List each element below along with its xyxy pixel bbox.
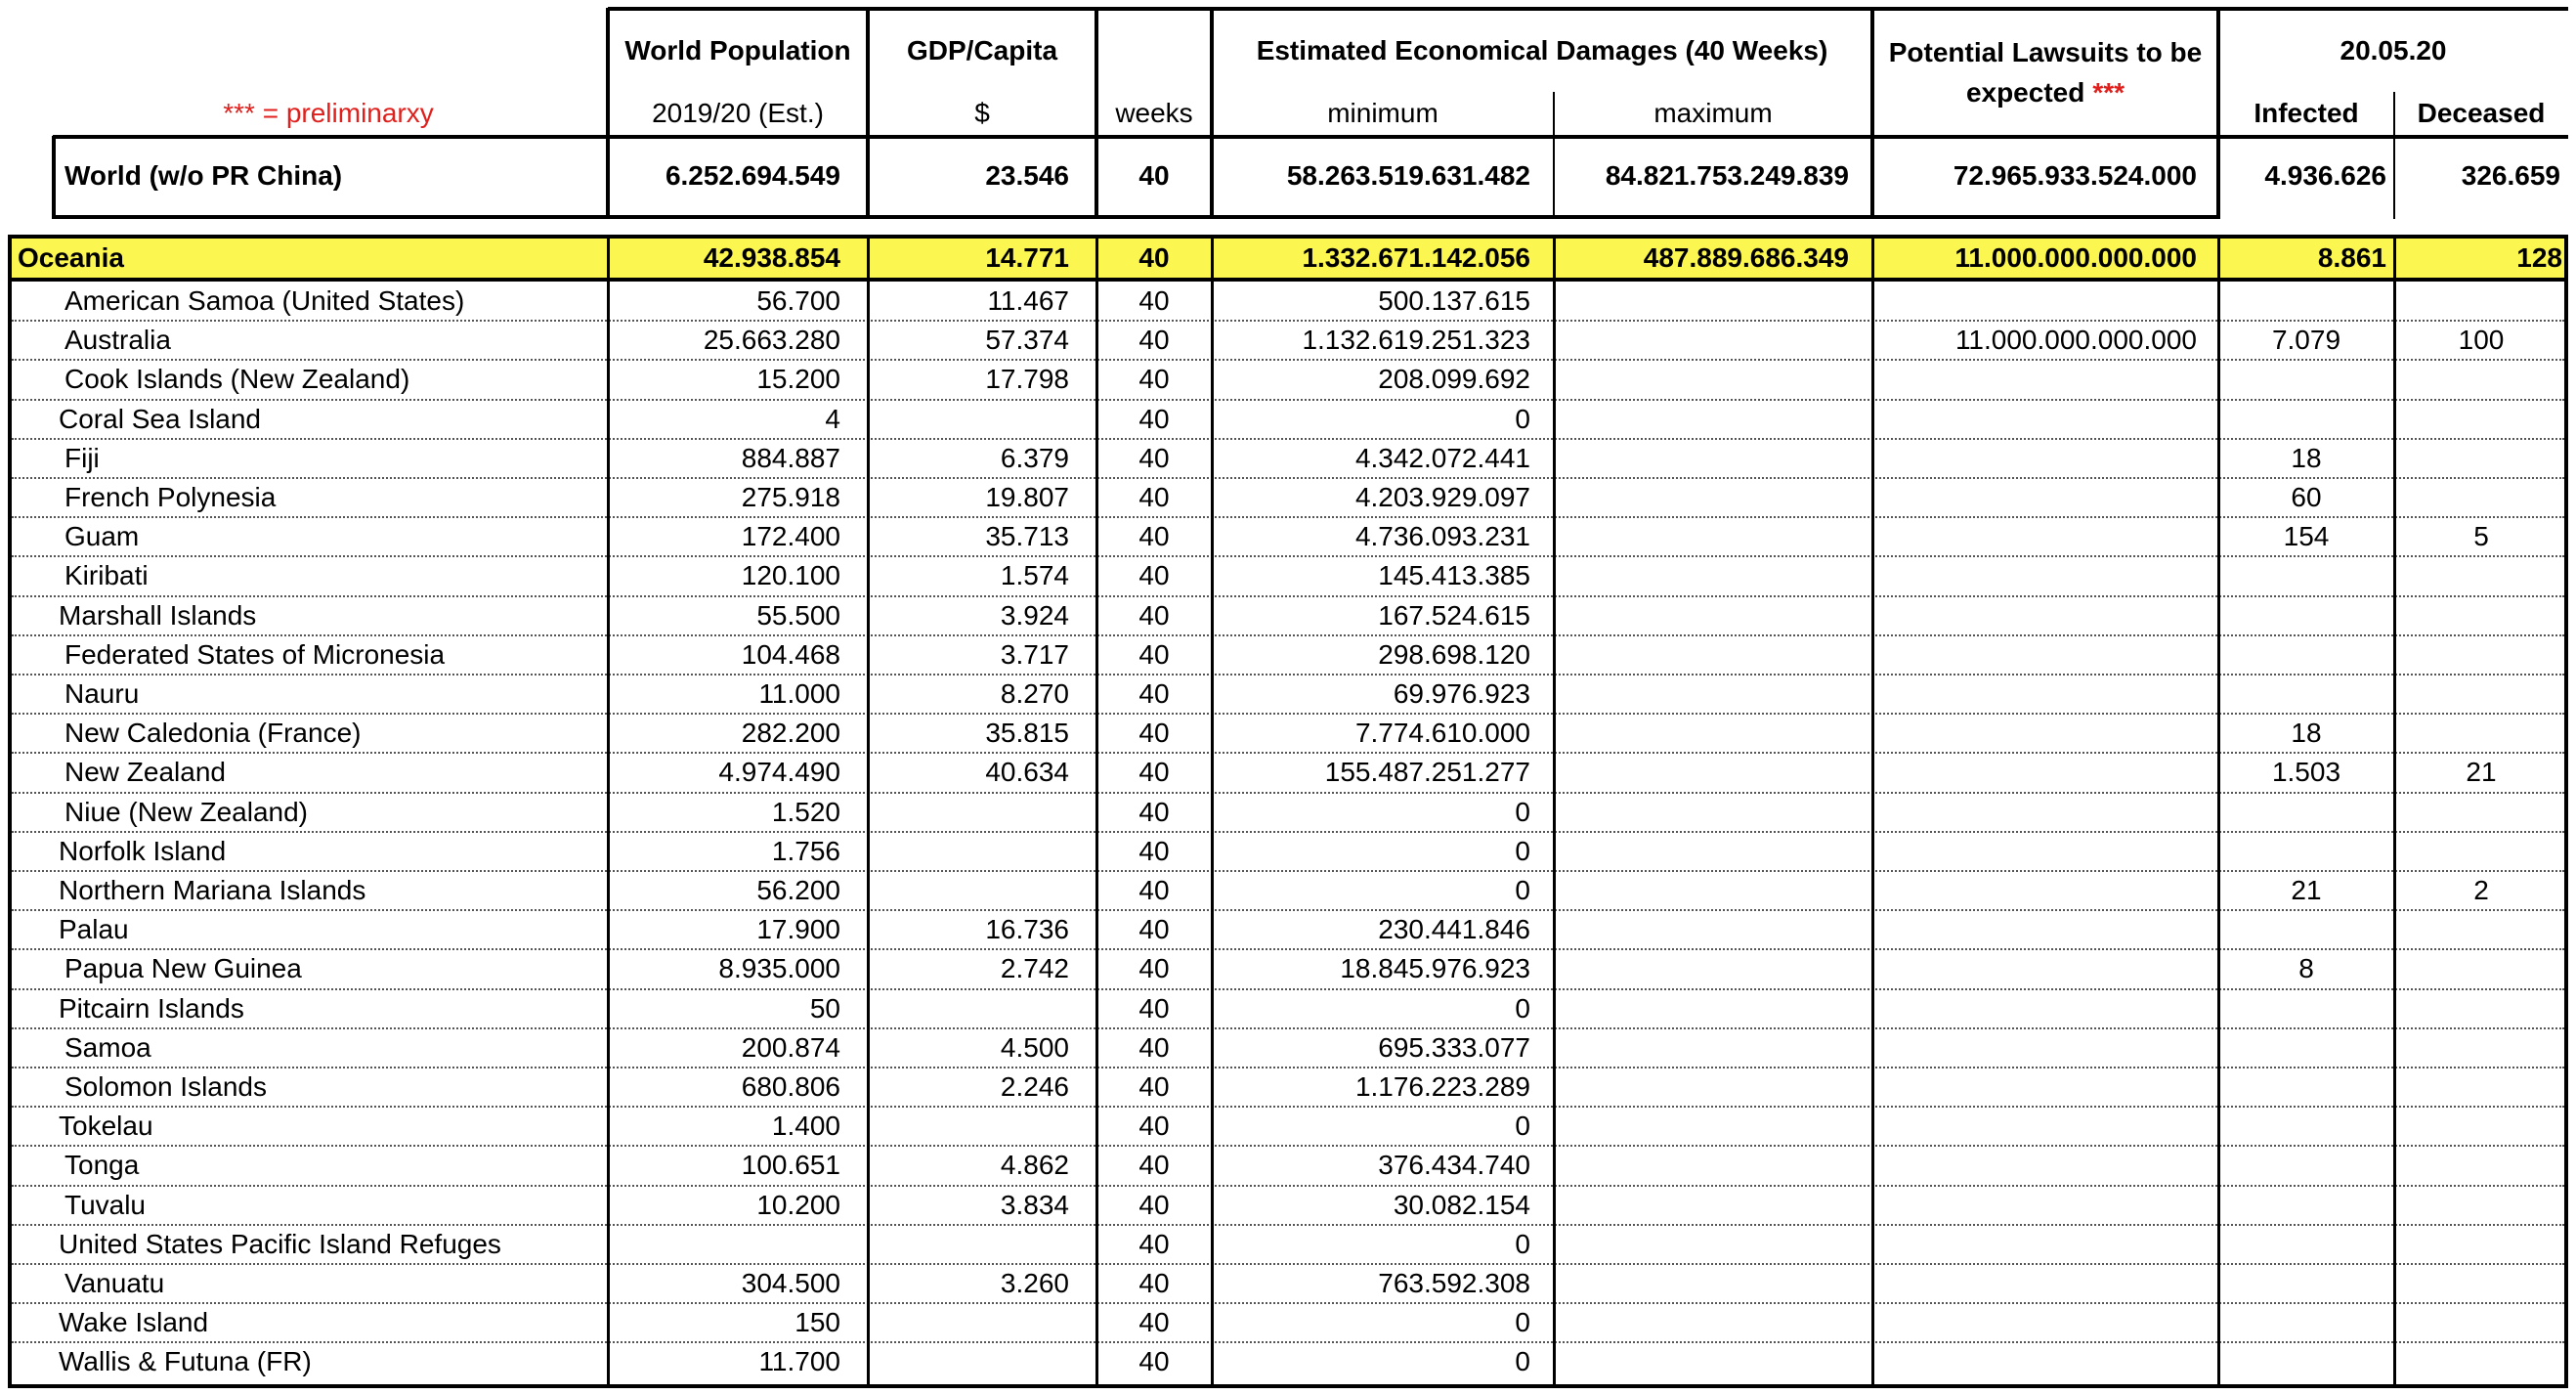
- row-deceased[interactable]: [2394, 1028, 2568, 1068]
- row-infected[interactable]: [2218, 675, 2394, 714]
- row-gdp[interactable]: 2.742: [1000, 953, 1069, 984]
- row-infected[interactable]: [2218, 1186, 2394, 1225]
- world-population[interactable]: 6.252.694.549: [665, 160, 840, 191]
- row-population[interactable]: 8.935.000: [718, 953, 840, 984]
- column-divider: [2393, 237, 2396, 1386]
- row-population[interactable]: 200.874: [741, 1031, 840, 1063]
- region-weeks[interactable]: 40: [1138, 242, 1170, 273]
- row-gdp[interactable]: 2.246: [1000, 1071, 1069, 1103]
- row-infected[interactable]: [2218, 635, 2394, 675]
- row-population[interactable]: 50: [809, 992, 840, 1024]
- row-population[interactable]: 1.756: [771, 835, 840, 866]
- row-country-name[interactable]: New Zealand: [64, 757, 226, 788]
- row-deceased[interactable]: 5: [2473, 521, 2489, 552]
- row-lawsuits[interactable]: [1872, 1146, 2218, 1185]
- row-deceased[interactable]: [2394, 400, 2568, 439]
- header-lawsuits-title-2[interactable]: [1872, 70, 2218, 115]
- row-lawsuits[interactable]: [1872, 478, 2218, 517]
- row-country-name[interactable]: Tokelau: [59, 1111, 153, 1142]
- row-population[interactable]: 4.974.490: [718, 757, 840, 788]
- column-divider: [1553, 237, 1556, 1386]
- row-damages-min[interactable]: 208.099.692: [1378, 364, 1530, 395]
- world-top-border: [53, 135, 2568, 139]
- row-lawsuits[interactable]: [1872, 439, 2218, 478]
- column-divider: [1095, 237, 1098, 1386]
- row-infected[interactable]: [2218, 910, 2394, 949]
- row-gdp[interactable]: 4.862: [1000, 1150, 1069, 1181]
- header-population-title[interactable]: World Population: [624, 35, 851, 65]
- row-population[interactable]: 282.200: [741, 718, 840, 749]
- row-country-name[interactable]: Fiji: [64, 442, 100, 473]
- row-gdp[interactable]: 8.270: [1000, 678, 1069, 710]
- row-weeks[interactable]: 40: [1138, 875, 1170, 906]
- row-damages-min[interactable]: 4.342.072.441: [1354, 442, 1530, 473]
- region-name[interactable]: Oceania: [18, 242, 124, 273]
- row-damages-min[interactable]: 167.524.615: [1378, 599, 1530, 631]
- row-lawsuits[interactable]: [1872, 517, 2218, 556]
- row-deceased[interactable]: 2: [2473, 875, 2489, 906]
- row-damages-min[interactable]: 0: [1515, 796, 1530, 827]
- row-lawsuits[interactable]: 11.000.000.000.000: [1954, 325, 2197, 356]
- row-damages-min[interactable]: 18.845.976.923: [1340, 953, 1530, 984]
- row-deceased[interactable]: [2394, 1303, 2568, 1342]
- row-infected[interactable]: [2218, 989, 2394, 1028]
- row-weeks[interactable]: 40: [1138, 285, 1170, 317]
- row-population[interactable]: 25.663.280: [703, 325, 840, 356]
- row-country-name[interactable]: New Caledonia (France): [64, 718, 362, 749]
- lawsuits-preliminary-stars: ***: [2092, 77, 2125, 108]
- table-left-border: [8, 235, 12, 1386]
- row-infected[interactable]: [2218, 793, 2394, 832]
- row-gdp[interactable]: [868, 1303, 1096, 1342]
- row-lawsuits[interactable]: [1872, 400, 2218, 439]
- row-country-name[interactable]: American Samoa (United States): [64, 285, 465, 317]
- row-gdp[interactable]: 57.374: [985, 325, 1069, 356]
- row-deceased[interactable]: [2394, 439, 2568, 478]
- header-divider: [1870, 8, 1874, 219]
- header-divider: [606, 8, 610, 219]
- row-population[interactable]: [608, 1225, 868, 1264]
- row-lawsuits[interactable]: [1872, 1068, 2218, 1107]
- row-lawsuits[interactable]: [1872, 1303, 2218, 1342]
- row-population[interactable]: 4: [825, 403, 840, 434]
- header-gdp-title[interactable]: GDP/Capita: [906, 35, 1058, 65]
- column-divider: [607, 237, 610, 1386]
- row-infected[interactable]: [2218, 832, 2394, 871]
- row-gdp[interactable]: [868, 400, 1096, 439]
- header-divider: [1210, 8, 1214, 219]
- row-damages-min[interactable]: 0: [1515, 1111, 1530, 1142]
- row-weeks[interactable]: 40: [1138, 599, 1170, 631]
- world-damages-min[interactable]: 58.263.519.631.482: [1286, 160, 1530, 191]
- row-weeks[interactable]: 40: [1138, 442, 1170, 473]
- row-infected[interactable]: 18: [2291, 718, 2322, 749]
- world-bottom-border: [53, 215, 2220, 219]
- row-weeks[interactable]: 40: [1138, 482, 1170, 513]
- row-gdp[interactable]: [868, 832, 1096, 871]
- row-damages-min[interactable]: 0: [1515, 1346, 1530, 1377]
- row-population[interactable]: 10.200: [756, 1189, 840, 1220]
- header-weeks-sub[interactable]: weeks: [1115, 98, 1193, 128]
- table-bottom-border: [8, 1384, 2568, 1388]
- row-damages-min[interactable]: 69.976.923: [1393, 678, 1530, 710]
- row-country-name[interactable]: Pitcairn Islands: [59, 992, 244, 1024]
- row-deceased[interactable]: [2394, 1068, 2568, 1107]
- row-weeks[interactable]: 40: [1138, 1268, 1170, 1299]
- row-lawsuits[interactable]: [1872, 675, 2218, 714]
- row-country-name[interactable]: Wake Island: [59, 1307, 209, 1338]
- row-damages-min[interactable]: 0: [1515, 835, 1530, 866]
- row-lawsuits[interactable]: [1872, 360, 2218, 399]
- row-deceased[interactable]: [2394, 1146, 2568, 1185]
- row-lawsuits[interactable]: [1872, 1186, 2218, 1225]
- row-gdp[interactable]: 4.500: [1000, 1031, 1069, 1063]
- row-lawsuits[interactable]: [1872, 989, 2218, 1028]
- row-weeks[interactable]: 40: [1138, 914, 1170, 945]
- row-damages-min[interactable]: 0: [1515, 992, 1530, 1024]
- row-population[interactable]: 680.806: [741, 1071, 840, 1103]
- header-deceased[interactable]: Deceased: [2417, 98, 2546, 128]
- row-infected[interactable]: 60: [2291, 482, 2322, 513]
- row-infected[interactable]: [2218, 1303, 2394, 1342]
- row-weeks[interactable]: 40: [1138, 678, 1170, 710]
- row-population[interactable]: 104.468: [741, 638, 840, 670]
- row-deceased[interactable]: 100: [2458, 325, 2505, 356]
- row-deceased[interactable]: [2394, 1342, 2568, 1381]
- row-population[interactable]: 304.500: [741, 1268, 840, 1299]
- column-divider: [2217, 237, 2220, 1386]
- row-lawsuits[interactable]: [1872, 910, 2218, 949]
- row-infected[interactable]: [2218, 1225, 2394, 1264]
- region-infected[interactable]: 8.861: [2317, 242, 2386, 273]
- row-country-name[interactable]: Nauru: [64, 678, 140, 710]
- row-damages-min[interactable]: 4.736.093.231: [1354, 521, 1530, 552]
- row-country-name[interactable]: Niue (New Zealand): [64, 796, 308, 827]
- region-damages-min[interactable]: 1.332.671.142.056: [1302, 242, 1530, 273]
- row-country-name[interactable]: Kiribati: [64, 560, 149, 591]
- row-infected[interactable]: 154: [2283, 521, 2330, 552]
- row-country-name[interactable]: Palau: [59, 914, 129, 945]
- row-country-name[interactable]: Marshall Islands: [59, 599, 257, 631]
- table-right-border: [2564, 235, 2568, 1386]
- world-damages-max[interactable]: 84.821.753.249.839: [1605, 160, 1849, 191]
- region-damages-max[interactable]: 487.889.686.349: [1643, 242, 1849, 273]
- world-infected[interactable]: 4.936.626: [2264, 160, 2386, 191]
- row-infected[interactable]: [2218, 1264, 2394, 1303]
- row-gdp[interactable]: [868, 871, 1096, 910]
- world-left-border: [52, 136, 56, 219]
- header-damages-min[interactable]: minimum: [1327, 98, 1438, 128]
- row-weeks[interactable]: 40: [1138, 1071, 1170, 1103]
- region-population[interactable]: 42.938.854: [703, 242, 840, 273]
- row-gdp[interactable]: [868, 1342, 1096, 1381]
- row-damages-min[interactable]: 695.333.077: [1378, 1031, 1530, 1063]
- world-weeks[interactable]: 40: [1138, 160, 1170, 191]
- row-weeks[interactable]: 40: [1138, 325, 1170, 356]
- region-lawsuits[interactable]: 11.000.000.000.000: [1954, 242, 2197, 273]
- row-country-name[interactable]: Guam: [64, 521, 140, 552]
- row-damages-min[interactable]: 298.698.120: [1378, 638, 1530, 670]
- header-damages-title[interactable]: Estimated Economical Damages (40 Weeks): [1256, 35, 1828, 65]
- row-damages-min[interactable]: 230.441.846: [1378, 914, 1530, 945]
- column-divider: [1211, 237, 1214, 1386]
- row-deceased[interactable]: [2394, 1186, 2568, 1225]
- row-lawsuits[interactable]: [1872, 1342, 2218, 1381]
- row-country-name[interactable]: Norfolk Island: [59, 835, 227, 866]
- row-weeks[interactable]: 40: [1138, 1111, 1170, 1142]
- row-gdp[interactable]: [868, 1107, 1096, 1146]
- row-country-name[interactable]: Tuvalu: [64, 1189, 147, 1220]
- row-gdp[interactable]: 1.574: [1000, 560, 1069, 591]
- row-population[interactable]: 11.700: [758, 1346, 840, 1377]
- row-country-name[interactable]: United States Pacific Island Refuges: [59, 1228, 501, 1259]
- row-lawsuits[interactable]: [1872, 1264, 2218, 1303]
- row-damages-min[interactable]: 0: [1515, 403, 1530, 434]
- row-country-name[interactable]: Federated States of Micronesia: [64, 638, 446, 670]
- row-lawsuits[interactable]: [1872, 793, 2218, 832]
- row-gdp[interactable]: 3.260: [1000, 1268, 1069, 1299]
- row-population[interactable]: 56.200: [756, 875, 840, 906]
- row-infected[interactable]: [2218, 1342, 2394, 1381]
- row-weeks[interactable]: 40: [1138, 521, 1170, 552]
- row-weeks[interactable]: 40: [1138, 638, 1170, 670]
- row-lawsuits[interactable]: [1872, 1225, 2218, 1264]
- row-gdp[interactable]: 35.815: [985, 718, 1069, 749]
- row-infected[interactable]: [2218, 360, 2394, 399]
- row-infected[interactable]: 8: [2298, 953, 2314, 984]
- column-divider: [867, 237, 870, 1386]
- row-population[interactable]: 17.900: [756, 914, 840, 945]
- row-infected[interactable]: [2218, 596, 2394, 635]
- row-gdp[interactable]: 17.798: [985, 364, 1069, 395]
- row-deceased[interactable]: [2394, 596, 2568, 635]
- row-weeks[interactable]: 40: [1138, 1189, 1170, 1220]
- row-weeks[interactable]: 40: [1138, 1150, 1170, 1181]
- row-gdp[interactable]: 3.924: [1000, 599, 1069, 631]
- row-lawsuits[interactable]: [1872, 1107, 2218, 1146]
- row-population[interactable]: 100.651: [741, 1150, 840, 1181]
- row-weeks[interactable]: 40: [1138, 1228, 1170, 1259]
- row-population[interactable]: 1.400: [771, 1111, 840, 1142]
- row-lawsuits[interactable]: [1872, 949, 2218, 988]
- row-weeks[interactable]: 40: [1138, 953, 1170, 984]
- row-gdp[interactable]: 35.713: [985, 521, 1069, 552]
- row-population[interactable]: 275.918: [741, 482, 840, 513]
- row-deceased[interactable]: [2394, 714, 2568, 753]
- row-country-name[interactable]: Coral Sea Island: [59, 403, 262, 434]
- header-divider: [866, 8, 870, 219]
- row-damages-min[interactable]: 7.774.610.000: [1354, 718, 1530, 749]
- row-gdp[interactable]: [868, 793, 1096, 832]
- header-date[interactable]: 20.05.20: [2340, 35, 2447, 65]
- row-gdp[interactable]: 3.717: [1000, 638, 1069, 670]
- row-lawsuits[interactable]: [1872, 714, 2218, 753]
- row-population[interactable]: 1.520: [771, 796, 840, 827]
- row-weeks[interactable]: 40: [1138, 403, 1170, 434]
- preliminary-note[interactable]: *** = preliminarxy: [223, 98, 434, 128]
- row-gdp[interactable]: 19.807: [985, 482, 1069, 513]
- row-infected[interactable]: [2218, 282, 2394, 321]
- row-damages-min[interactable]: 376.434.740: [1378, 1150, 1530, 1181]
- row-infected[interactable]: 7.079: [2271, 325, 2341, 356]
- row-deceased[interactable]: [2394, 1107, 2568, 1146]
- header-top-border: [608, 7, 2568, 11]
- row-weeks[interactable]: 40: [1138, 757, 1170, 788]
- row-weeks[interactable]: 40: [1138, 1307, 1170, 1338]
- lawsuits-expected-label: expected: [1965, 77, 2085, 108]
- row-population[interactable]: 11.000: [758, 678, 840, 710]
- region-gdp[interactable]: 14.771: [985, 242, 1069, 273]
- row-damages-min[interactable]: 1.132.619.251.323: [1302, 325, 1530, 356]
- row-country-name[interactable]: Vanuatu: [64, 1268, 165, 1299]
- row-gdp[interactable]: 6.379: [1000, 442, 1069, 473]
- row-deceased[interactable]: [2394, 556, 2568, 595]
- row-lawsuits[interactable]: [1872, 832, 2218, 871]
- row-damages-min[interactable]: 1.176.223.289: [1354, 1071, 1530, 1103]
- row-lawsuits[interactable]: [1872, 753, 2218, 792]
- row-lawsuits[interactable]: [1872, 871, 2218, 910]
- header-infected[interactable]: Infected: [2254, 98, 2359, 128]
- row-lawsuits[interactable]: [1872, 556, 2218, 595]
- row-deceased[interactable]: [2394, 949, 2568, 988]
- row-weeks[interactable]: 40: [1138, 1346, 1170, 1377]
- row-damages-min[interactable]: 763.592.308: [1378, 1268, 1530, 1299]
- row-infected[interactable]: 21: [2291, 875, 2322, 906]
- region-top-border: [8, 235, 2568, 239]
- row-population[interactable]: 55.500: [756, 599, 840, 631]
- header-damages-max[interactable]: maximum: [1653, 98, 1773, 128]
- row-country-name[interactable]: Northern Mariana Islands: [59, 875, 366, 906]
- column-divider: [1871, 237, 1874, 1386]
- row-country-name[interactable]: Australia: [64, 325, 171, 356]
- row-population[interactable]: 56.700: [756, 285, 840, 317]
- row-weeks[interactable]: 40: [1138, 835, 1170, 866]
- header-divider: [2393, 92, 2395, 219]
- world-gdp[interactable]: 23.546: [985, 160, 1069, 191]
- row-deceased[interactable]: [2394, 1225, 2568, 1264]
- world-deceased[interactable]: 326.659: [2461, 160, 2560, 191]
- row-weeks[interactable]: 40: [1138, 718, 1170, 749]
- row-gdp[interactable]: [868, 1225, 1096, 1264]
- row-infected[interactable]: [2218, 1146, 2394, 1185]
- row-damages-min[interactable]: 0: [1515, 875, 1530, 906]
- row-deceased[interactable]: [2394, 793, 2568, 832]
- world-lawsuits[interactable]: 72.965.933.524.000: [1953, 160, 2197, 191]
- row-damages-min[interactable]: 30.082.154: [1393, 1189, 1530, 1220]
- row-country-name[interactable]: Cook Islands (New Zealand): [64, 364, 410, 395]
- row-weeks[interactable]: 40: [1138, 1031, 1170, 1063]
- row-deceased[interactable]: [2394, 832, 2568, 871]
- region-bottom-border: [8, 278, 2568, 282]
- row-gdp[interactable]: 11.467: [987, 285, 1069, 317]
- row-infected[interactable]: 1.503: [2271, 757, 2341, 788]
- header-divider: [1095, 8, 1098, 219]
- row-weeks[interactable]: 40: [1138, 560, 1170, 591]
- row-population[interactable]: 15.200: [756, 364, 840, 395]
- header-divider: [1553, 92, 1555, 219]
- row-country-name[interactable]: Samoa: [64, 1031, 151, 1063]
- row-damages-min[interactable]: 0: [1515, 1228, 1530, 1259]
- row-country-name[interactable]: Wallis & Futuna (FR): [59, 1346, 312, 1377]
- row-lawsuits[interactable]: [1872, 596, 2218, 635]
- row-country-name[interactable]: Papua New Guinea: [64, 953, 302, 984]
- row-infected[interactable]: [2218, 400, 2394, 439]
- row-infected[interactable]: [2218, 1107, 2394, 1146]
- row-infected[interactable]: 18: [2291, 442, 2322, 473]
- row-deceased[interactable]: [2394, 1264, 2568, 1303]
- row-infected[interactable]: [2218, 556, 2394, 595]
- row-population[interactable]: 150: [794, 1307, 840, 1338]
- row-weeks[interactable]: 40: [1138, 992, 1170, 1024]
- region-deceased[interactable]: 128: [2516, 242, 2562, 273]
- row-deceased[interactable]: 21: [2466, 757, 2497, 788]
- row-lawsuits[interactable]: [1872, 1028, 2218, 1068]
- row-country-name[interactable]: Solomon Islands: [64, 1071, 268, 1103]
- row-deceased[interactable]: [2394, 635, 2568, 675]
- header-divider: [2216, 8, 2220, 219]
- row-infected[interactable]: [2218, 1068, 2394, 1107]
- row-weeks[interactable]: 40: [1138, 796, 1170, 827]
- row-deceased[interactable]: [2394, 282, 2568, 321]
- row-damages-min[interactable]: 155.487.251.277: [1324, 757, 1530, 788]
- row-deceased[interactable]: [2394, 478, 2568, 517]
- row-lawsuits[interactable]: [1872, 635, 2218, 675]
- row-population[interactable]: 172.400: [741, 521, 840, 552]
- row-deceased[interactable]: [2394, 910, 2568, 949]
- row-population[interactable]: 120.100: [741, 560, 840, 591]
- row-deceased[interactable]: [2394, 675, 2568, 714]
- header-lawsuits-title-1[interactable]: Potential Lawsuits to be: [1888, 37, 2203, 67]
- row-gdp[interactable]: [868, 989, 1096, 1028]
- row-deceased[interactable]: [2394, 360, 2568, 399]
- world-name[interactable]: World (w/o PR China): [64, 160, 343, 191]
- row-weeks[interactable]: 40: [1138, 364, 1170, 395]
- row-infected[interactable]: [2218, 1028, 2394, 1068]
- row-damages-min[interactable]: 0: [1515, 1307, 1530, 1338]
- header-population-sub[interactable]: 2019/20 (Est.): [652, 98, 824, 128]
- row-population[interactable]: 884.887: [741, 442, 840, 473]
- row-gdp[interactable]: 40.634: [985, 757, 1069, 788]
- row-country-name[interactable]: French Polynesia: [64, 482, 277, 513]
- header-gdp-sub[interactable]: $: [974, 98, 990, 128]
- row-damages-min[interactable]: 145.413.385: [1378, 560, 1530, 591]
- row-country-name[interactable]: Tonga: [64, 1150, 140, 1181]
- row-damages-min[interactable]: 500.137.615: [1378, 285, 1530, 317]
- row-lawsuits[interactable]: [1872, 282, 2218, 321]
- row-gdp[interactable]: 3.834: [1000, 1189, 1069, 1220]
- row-damages-min[interactable]: 4.203.929.097: [1354, 482, 1530, 513]
- row-deceased[interactable]: [2394, 989, 2568, 1028]
- row-gdp[interactable]: 16.736: [985, 914, 1069, 945]
